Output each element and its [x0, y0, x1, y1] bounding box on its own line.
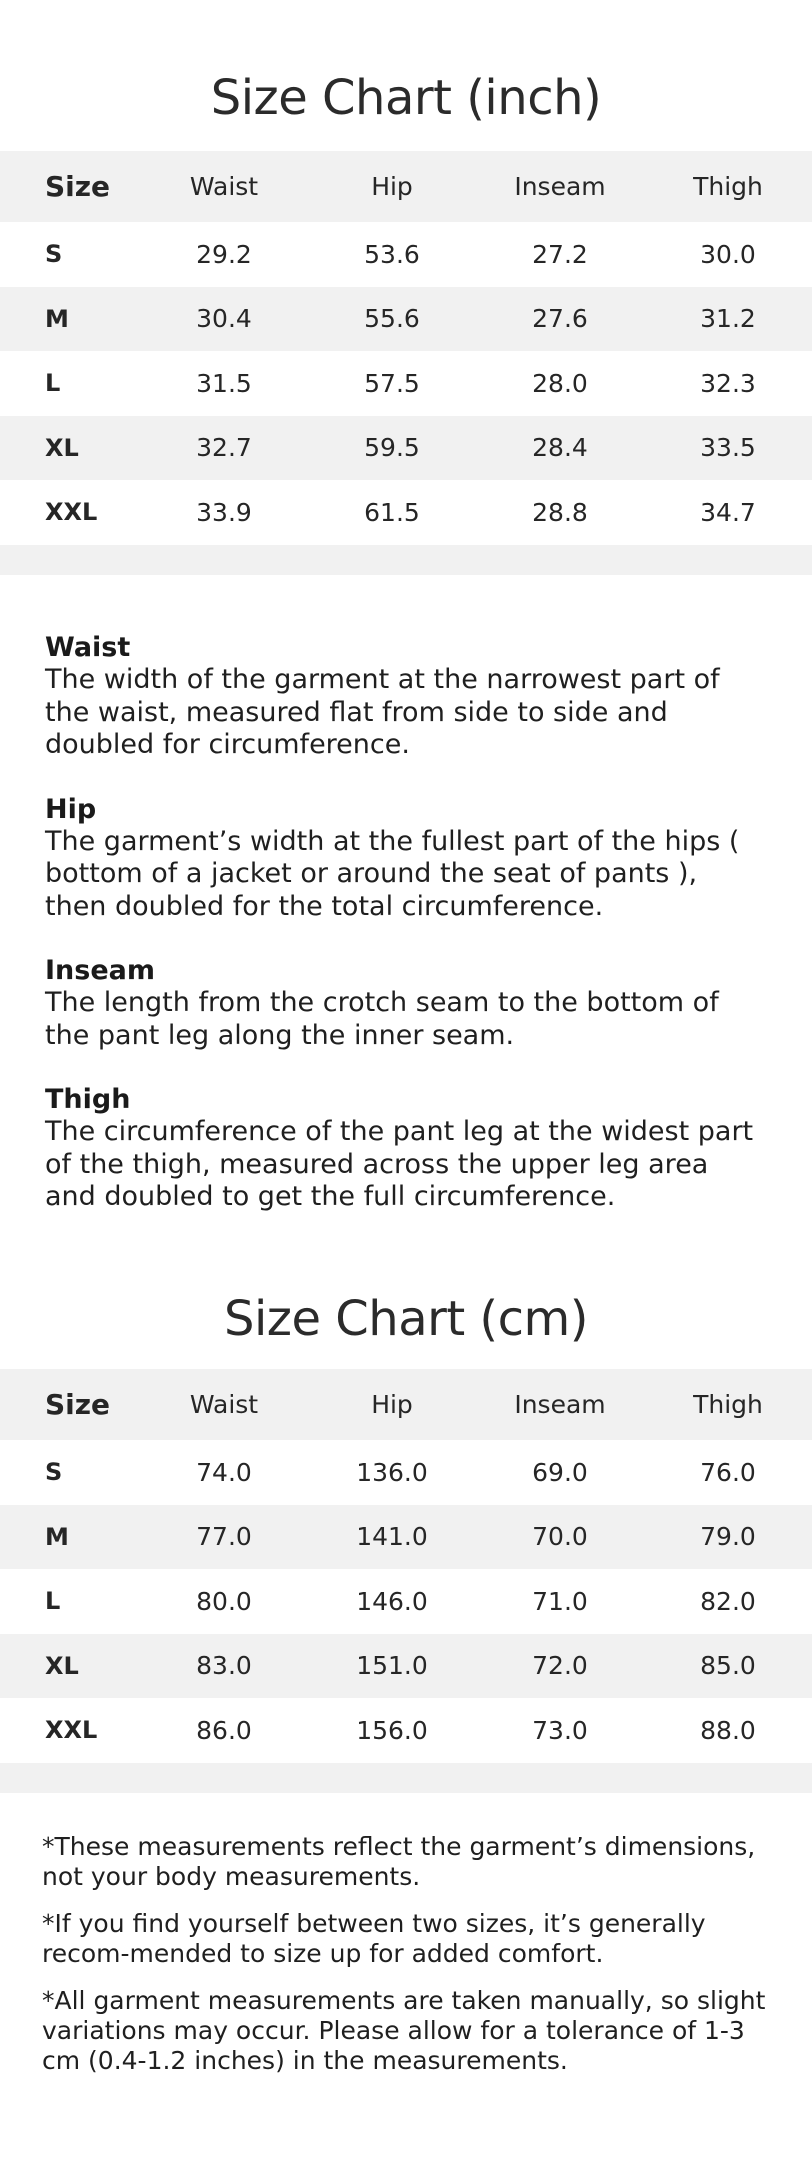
hip-cell: 146.0 — [356, 1586, 428, 1616]
definition-text: The length from the crotch seam to the bottom of the pant leg along the inner seam. — [45, 987, 719, 1051]
hip-cell: 136.0 — [356, 1457, 428, 1487]
waist-cell: 33.9 — [196, 497, 252, 527]
thigh-cell: 32.3 — [700, 368, 756, 398]
inch-size-table — [0, 151, 812, 575]
cm-size-table — [0, 1369, 812, 1793]
size-cell: XXL — [45, 498, 98, 527]
thigh-cell: 82.0 — [700, 1586, 756, 1616]
measurement-definitions — [45, 632, 765, 1246]
thigh-cell: 33.5 — [700, 433, 756, 463]
thigh-cell: 79.0 — [700, 1522, 756, 1552]
note-garment-dimensions: *These measurements reflect the garment’s dimensions, not your body measurements. — [42, 1832, 756, 1891]
size-cell: S — [45, 1458, 63, 1487]
definition-hip — [45, 794, 765, 924]
definition-thigh — [45, 1084, 765, 1214]
definition-text: The garment’s width at the fullest part of the hips ( bottom of a jacket or around the seat of pants ), then doubled for the total circumference. — [45, 825, 740, 922]
table-row — [0, 416, 812, 481]
hip-cell: 141.0 — [356, 1522, 428, 1552]
hip-cell: 151.0 — [356, 1651, 428, 1681]
definition-term: Inseam — [45, 955, 156, 986]
size-cell: L — [45, 369, 61, 398]
inseam-cell: 28.0 — [532, 368, 588, 398]
hip-cell: 55.6 — [364, 304, 420, 334]
inseam-cell: 27.6 — [532, 304, 588, 334]
size-cell: M — [45, 304, 69, 333]
inseam-cell: 28.4 — [532, 433, 588, 463]
inseam-cell: 72.0 — [532, 1651, 588, 1681]
header-inseam: Inseam — [514, 172, 606, 201]
table-row — [0, 1698, 812, 1763]
size-cell: XL — [45, 1651, 79, 1680]
header-thigh: Thigh — [693, 172, 763, 201]
header-size: Size — [45, 170, 111, 203]
footer-spacer — [0, 545, 812, 575]
table-row — [0, 222, 812, 287]
header-inseam: Inseam — [514, 1390, 606, 1419]
inseam-cell: 69.0 — [532, 1457, 588, 1487]
definition-text: The width of the garment at the narrowest part of the waist, measured flat from side to side and doubled for circumference. — [45, 664, 720, 760]
inch-header-row — [0, 151, 812, 222]
header-thigh: Thigh — [693, 1390, 763, 1419]
measurement-notes — [42, 1832, 777, 2093]
inseam-cell: 28.8 — [532, 497, 588, 527]
thigh-cell: 30.0 — [700, 239, 756, 269]
header-size: Size — [45, 1388, 111, 1421]
table-footer-band — [0, 545, 812, 575]
waist-cell: 29.2 — [196, 239, 252, 269]
note-between-sizes: *If you find yourself between two sizes, it’s generally recom-mended to size up for added comfort. — [42, 1909, 706, 1968]
size-cell: XXL — [45, 1716, 98, 1745]
hip-cell: 156.0 — [356, 1715, 428, 1745]
waist-cell: 80.0 — [196, 1586, 252, 1616]
footer-spacer — [0, 1763, 812, 1793]
waist-cell: 77.0 — [196, 1522, 252, 1552]
inseam-cell: 27.2 — [532, 239, 588, 269]
hip-cell: 53.6 — [364, 239, 420, 269]
size-cell: L — [45, 1587, 61, 1616]
inseam-cell: 70.0 — [532, 1522, 588, 1552]
table-footer-band — [0, 1763, 812, 1793]
inch-chart-title: Size Chart (inch) — [210, 70, 602, 126]
waist-cell: 32.7 — [196, 433, 252, 463]
table-row — [0, 1569, 812, 1634]
waist-cell: 74.0 — [196, 1457, 252, 1487]
waist-cell: 83.0 — [196, 1651, 252, 1681]
definition-term: Hip — [45, 793, 97, 825]
note-tolerance: *All garment measurements are taken manually, so slight variations may occur. Please allow for a tolerance of 1-3 cm (0.4-1.2 inches) in the measurements. — [42, 1986, 766, 2075]
thigh-cell: 31.2 — [700, 304, 756, 334]
header-waist: Waist — [189, 172, 259, 201]
waist-cell: 86.0 — [196, 1715, 252, 1745]
definition-term: Thigh — [45, 1084, 131, 1115]
table-row — [0, 351, 812, 416]
thigh-cell: 76.0 — [700, 1457, 756, 1487]
table-row — [0, 480, 812, 545]
definition-text: The circumference of the pant leg at the widest part of the thigh, measured across the upper leg area and doubled to get the full circumference. — [45, 1116, 754, 1212]
inseam-cell: 71.0 — [532, 1586, 588, 1616]
waist-cell: 30.4 — [196, 304, 252, 334]
table-row — [0, 287, 812, 352]
hip-cell: 59.5 — [364, 433, 420, 463]
header-hip: Hip — [371, 1390, 413, 1419]
thigh-cell: 88.0 — [700, 1715, 756, 1745]
definition-term: Waist — [45, 632, 131, 663]
definition-inseam — [45, 955, 765, 1052]
definition-waist — [45, 632, 765, 762]
inseam-cell: 73.0 — [532, 1715, 588, 1745]
size-cell: M — [45, 1522, 69, 1551]
thigh-cell: 85.0 — [700, 1651, 756, 1681]
table-row — [0, 1505, 812, 1570]
header-waist: Waist — [189, 1390, 259, 1419]
size-cell: XL — [45, 433, 79, 462]
thigh-cell: 34.7 — [700, 497, 756, 527]
table-row — [0, 1440, 812, 1505]
cm-header-row — [0, 1369, 812, 1440]
header-hip: Hip — [371, 172, 413, 201]
size-cell: S — [45, 240, 63, 269]
hip-cell: 57.5 — [364, 368, 420, 398]
waist-cell: 31.5 — [196, 368, 252, 398]
table-row — [0, 1634, 812, 1699]
cm-chart-title: Size Chart (cm) — [223, 1291, 589, 1347]
hip-cell: 61.5 — [364, 497, 420, 527]
